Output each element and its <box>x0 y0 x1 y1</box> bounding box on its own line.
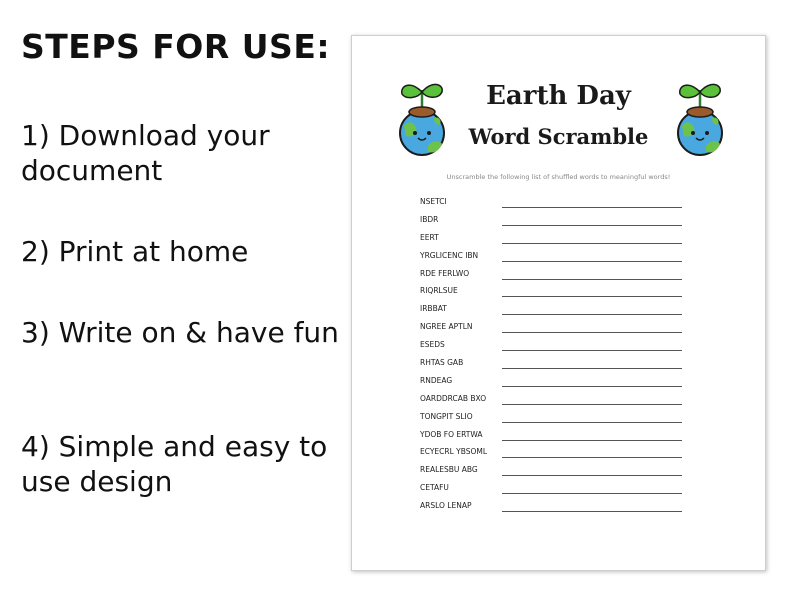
scramble-row <box>420 481 700 499</box>
answer-line <box>502 296 682 297</box>
scramble-row <box>420 320 700 338</box>
scrambled-word: ARSLO LENAP <box>420 501 472 511</box>
answer-line <box>502 261 682 262</box>
scrambled-word: ESEDS <box>420 340 445 350</box>
step-1: 1) Download your document <box>21 119 270 187</box>
scrambled-word: TONGPIT SLIO <box>420 411 473 421</box>
answer-line <box>502 404 682 405</box>
scrambled-word: RDE FERLWO <box>420 268 470 278</box>
worksheet-instructions: Unscramble the following list of shuffled words to meaningful words! <box>446 173 671 181</box>
scramble-row <box>420 195 700 213</box>
scrambled-word: RHTAS GAB <box>420 358 464 368</box>
scrambled-word: YRGLICENC IBN <box>420 250 479 260</box>
scramble-row <box>420 267 700 285</box>
scrambled-word: IBDR <box>420 214 439 224</box>
step-4: 4) Simple and easy to use design <box>21 430 328 498</box>
scrambled-word: OARDDRCAB BXO <box>420 393 487 403</box>
answer-line <box>502 422 682 423</box>
scramble-row <box>420 284 700 302</box>
steps-panel <box>21 27 341 498</box>
answer-line <box>502 332 682 333</box>
scrambled-word: RNDEAG <box>420 375 453 385</box>
steps-heading: STEPS FOR USE: <box>21 27 331 66</box>
answer-line <box>502 475 682 476</box>
scrambled-word: IRBBAT <box>420 304 447 314</box>
scrambled-word: NSETCI <box>420 197 447 206</box>
scrambled-word: YDOB FO ERTWA <box>420 429 483 439</box>
scrambled-word: NGREE APTLN <box>420 322 473 332</box>
answer-line <box>502 440 682 441</box>
scramble-row <box>420 428 700 446</box>
worksheet-subtitle: Word Scramble <box>468 124 649 149</box>
answer-line <box>502 350 682 351</box>
scramble-row <box>420 374 700 392</box>
scrambled-word: EERT <box>420 232 439 242</box>
answer-line <box>502 243 682 244</box>
scramble-row <box>420 445 700 463</box>
scramble-row <box>420 392 700 410</box>
scramble-row <box>420 213 700 231</box>
scramble-row <box>420 410 700 428</box>
answer-line <box>502 279 682 280</box>
step-3: 3) Write on & have fun <box>21 316 339 349</box>
answer-line <box>502 511 682 512</box>
scramble-row <box>420 302 700 320</box>
scrambled-word: REALESBU ABG <box>420 465 478 475</box>
answer-line <box>502 368 682 369</box>
answer-line <box>502 457 682 458</box>
scramble-row <box>420 249 700 267</box>
step-2: 2) Print at home <box>21 235 249 268</box>
scramble-row <box>420 338 700 356</box>
scramble-row <box>420 356 700 374</box>
worksheet-preview <box>351 35 766 571</box>
scrambled-word: RIQRLSUE <box>420 286 458 296</box>
answer-line <box>502 493 682 494</box>
answer-line <box>502 314 682 315</box>
answer-line <box>502 386 682 387</box>
scrambled-word: ECYECRL YBSOML <box>420 447 488 457</box>
answer-line <box>502 207 682 208</box>
scramble-row <box>420 499 700 517</box>
worksheet-title: Earth Day <box>486 81 631 111</box>
scramble-row <box>420 463 700 481</box>
scramble-row <box>420 231 700 249</box>
answer-line <box>502 225 682 226</box>
scramble-list <box>420 195 700 517</box>
scrambled-word: CETAFU <box>420 483 449 493</box>
